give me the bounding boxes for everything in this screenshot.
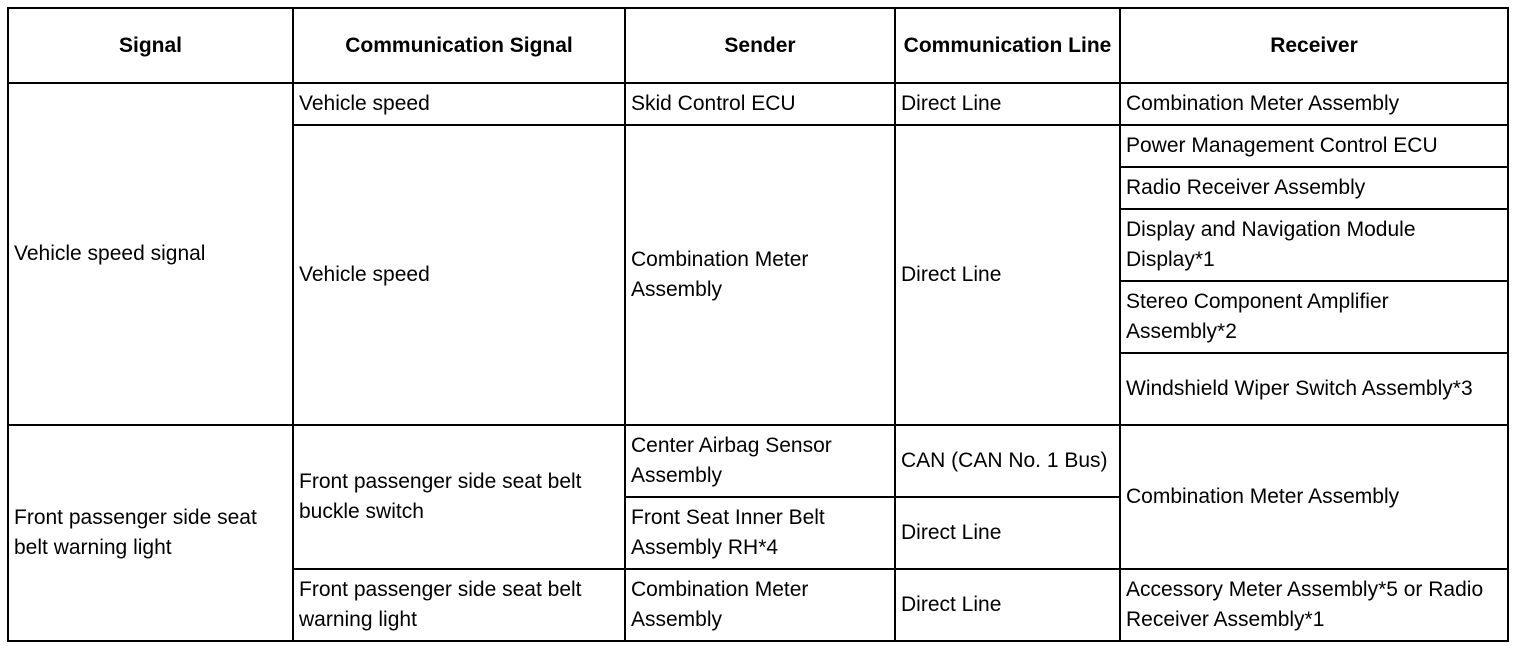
header-communication-line: Communication Line <box>895 8 1120 83</box>
comm-line-cell: Direct Line <box>895 83 1120 125</box>
comm-signal-cell: Vehicle speed <box>293 125 625 425</box>
header-receiver: Receiver <box>1120 8 1508 83</box>
header-communication-signal: Communication Signal <box>293 8 625 83</box>
receiver-cell: Stereo Component Amplifier Assembly*2 <box>1120 281 1508 353</box>
comm-line-cell: CAN (CAN No. 1 Bus) <box>895 425 1120 497</box>
comm-line-cell: Direct Line <box>895 125 1120 425</box>
receiver-cell: Windshield Wiper Switch Assembly*3 <box>1120 353 1508 425</box>
sender-cell: Skid Control ECU <box>625 83 895 125</box>
signal-cell: Front passenger side seat belt warning light <box>8 425 293 641</box>
table-row <box>8 83 1508 125</box>
signal-cell: Vehicle speed signal <box>8 83 293 425</box>
sender-cell: Combination Meter Assembly <box>625 569 895 641</box>
signal-table <box>7 7 1509 642</box>
sender-cell: Center Airbag Sensor Assembly <box>625 425 895 497</box>
sender-cell: Front Seat Inner Belt Assembly RH*4 <box>625 497 895 569</box>
receiver-cell: Radio Receiver Assembly <box>1120 167 1508 209</box>
receiver-cell: Accessory Meter Assembly*5 or Radio Receiver Assembly*1 <box>1120 569 1508 641</box>
header-row <box>8 8 1508 83</box>
header-sender: Sender <box>625 8 895 83</box>
header-signal: Signal <box>8 8 293 83</box>
sender-cell: Combination Meter Assembly <box>625 125 895 425</box>
receiver-cell: Combination Meter Assembly <box>1120 425 1508 569</box>
receiver-cell: Combination Meter Assembly <box>1120 83 1508 125</box>
receiver-cell: Power Management Control ECU <box>1120 125 1508 167</box>
comm-signal-cell: Vehicle speed <box>293 83 625 125</box>
receiver-cell: Display and Navigation Module Display*1 <box>1120 209 1508 281</box>
table-row <box>8 425 1508 497</box>
comm-line-cell: Direct Line <box>895 497 1120 569</box>
comm-signal-cell: Front passenger side seat belt warning light <box>293 569 625 641</box>
comm-line-cell: Direct Line <box>895 569 1120 641</box>
comm-signal-cell: Front passenger side seat belt buckle switch <box>293 425 625 569</box>
